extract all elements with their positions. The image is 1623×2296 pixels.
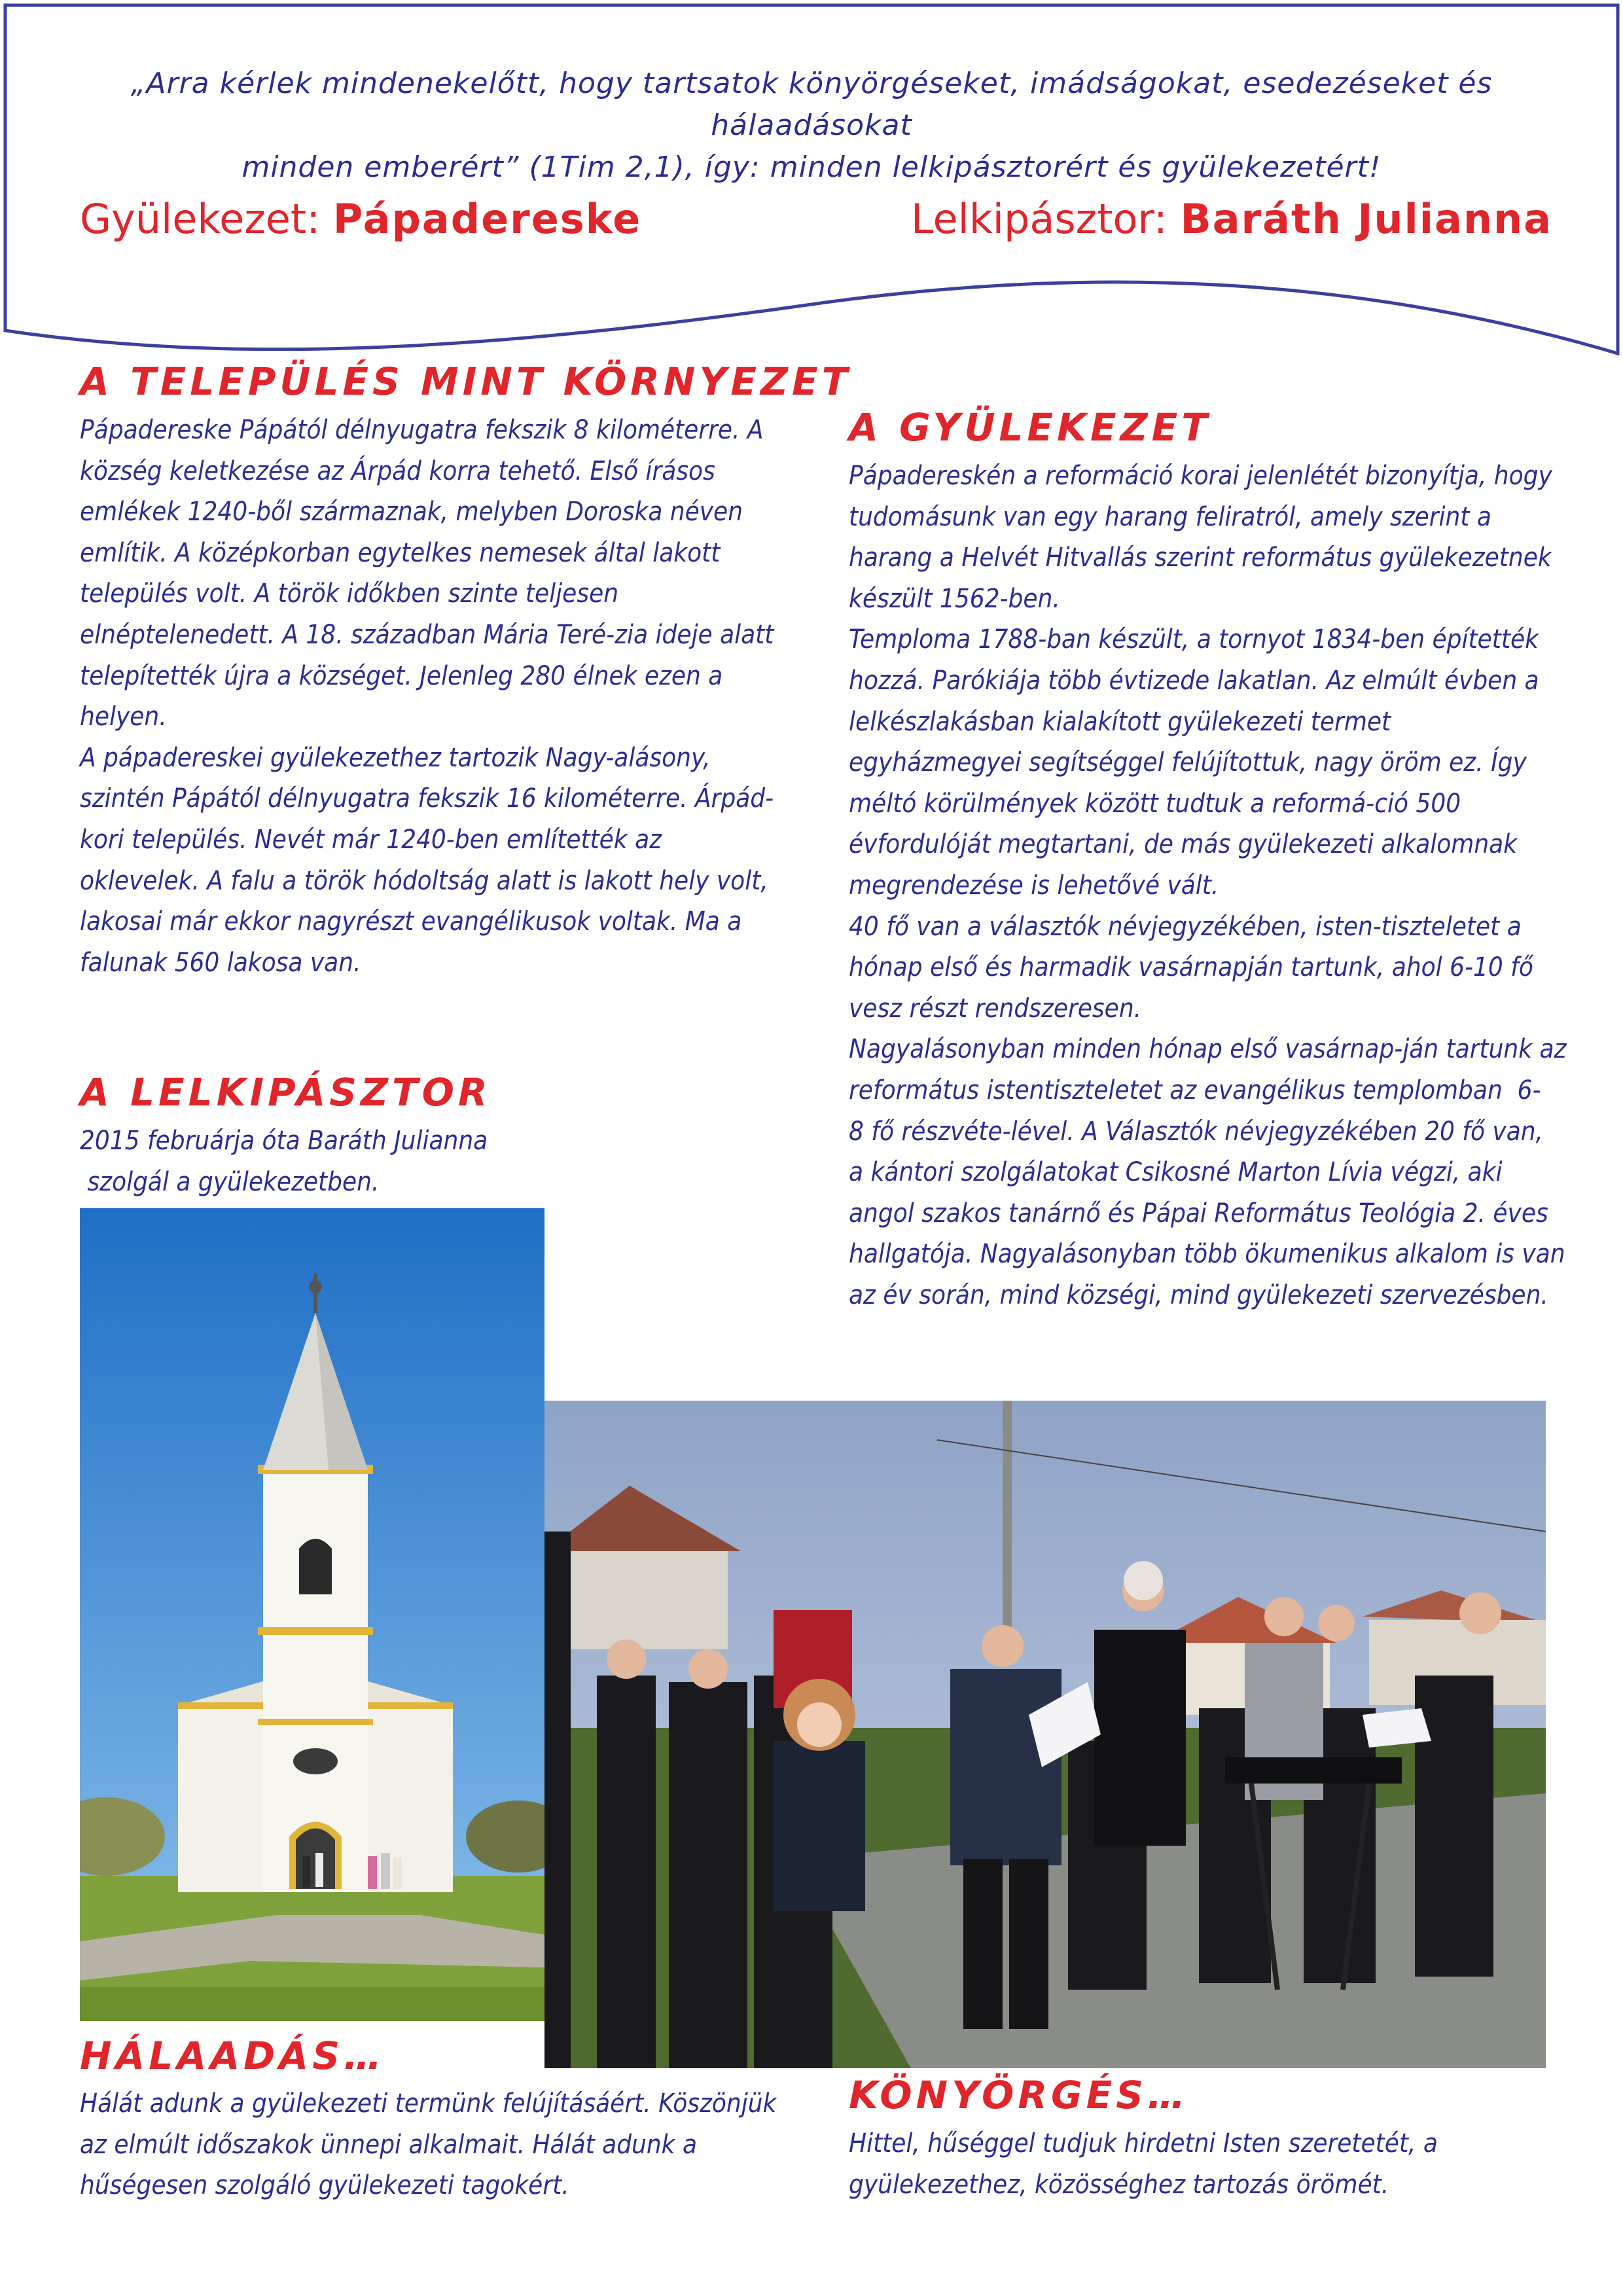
text-line: az elmúlt időszakok ünnepi alkalmait. Hálát adunk a	[80, 2129, 697, 2160]
text-line: falunak 560 lakosa van.	[80, 947, 361, 978]
text-line: évfordulóját megtartani, de más gyülekezeti alkalomnak	[849, 829, 1518, 860]
text-line: 40 fő van a választók névjegyzékében, isten-tiszteletet a	[849, 911, 1522, 942]
text-line: Hálát adunk a gyülekezeti termünk felújításáért. Köszönjük	[80, 2089, 777, 2119]
text-line: gyülekezethez, közösséghez tartozás örömét.	[849, 2169, 1389, 2200]
quote-line-2: minden emberért” (1Tim 2,1), így: minden lelkipásztorért és gyülekezetért!	[241, 151, 1382, 184]
text-line: Hittel, hűséggel tudjuk hirdetni Isten szeretetét, a	[849, 2128, 1438, 2159]
text-line: szintén Pápától délnyugatra fekszik 16 kilométerre. Árpád-	[80, 783, 774, 814]
text-line: telepítették újra a községet. Jelenleg 280 élnek ezen a	[80, 660, 723, 691]
text-line: helyen.	[80, 702, 167, 732]
text-line: angol szakos tanárnő és Pápai Református Teológia 2. éves	[849, 1198, 1548, 1229]
congregation-text	[849, 456, 1575, 1316]
pastor-text	[80, 1121, 603, 1202]
group-photo	[544, 1401, 1546, 2068]
thanks-text	[80, 2083, 832, 2206]
pastor-label: Lelkipásztor:	[911, 195, 1168, 243]
text-line: A pápadereskei gyülekezethez tartozik Nagy-alásony,	[80, 742, 711, 773]
congregation-heading: A GYÜLEKEZET	[849, 405, 1211, 450]
text-line: 8 fő részvéte-lével. A Választók névjegyzékében 20 fő van,	[849, 1116, 1543, 1147]
text-line: a kántori szolgálatokat Csikosné Marton Lívia végzi, aki	[849, 1157, 1503, 1188]
pastor-name: Baráth Julianna	[1180, 195, 1552, 243]
text-line: méltó körülmények között tudtuk a reformá-ció 500	[849, 788, 1461, 819]
text-line: oklevelek. A falu a török hódoltság alatt is lakott hely volt,	[80, 865, 768, 896]
text-line: 2015 februárja óta Baráth Julianna	[80, 1126, 488, 1156]
text-line: harang a Helvét Hitvallás szerint református gyülekezetnek	[849, 543, 1552, 573]
text-line: református istentiszteletet az evangélikus templomban 6-	[849, 1075, 1541, 1105]
text-line: hallgatója. Nagyalásonyban több ökumenikus alkalom is van	[849, 1239, 1565, 1270]
congregation-label-row	[80, 195, 641, 243]
text-line: elnéptelenedett. A 18. században Mária Teré-zia ideje alatt	[80, 619, 774, 650]
text-line: Nagyalásonyban minden hónap első vasárnap-ján tartunk az	[849, 1034, 1567, 1065]
congregation-name: Pápadereske	[332, 195, 642, 243]
text-line: tudomásunk van egy harang feliratról, amely szerint a	[849, 501, 1491, 532]
text-line: Temploma 1788-ban készült, a tornyot 1834-ben építették	[849, 624, 1539, 655]
text-line: lakosai már ekkor nagyrészt evangélikusok voltak. Ma a	[80, 906, 742, 937]
pastor-heading: A LELKIPÁSZTOR	[80, 1070, 491, 1115]
text-line: emlékek 1240-ből származnak, melyben Doroska néven	[80, 497, 743, 528]
text-line: község keletkezése az Árpád korra tehető. Első írásos	[80, 456, 715, 486]
prayer-text	[849, 2123, 1575, 2205]
text-line: hűségesen szolgáló gyülekezeti tagokért.	[80, 2170, 569, 2201]
thanks-heading: HÁLAADÁS…	[80, 2034, 385, 2078]
bible-quote	[79, 63, 1544, 188]
text-line: említik. A középkorban egytelkes nemesek által lakott	[80, 537, 721, 568]
church-photo	[80, 1208, 544, 2021]
text-line: készült 1562-ben.	[849, 583, 1060, 614]
pastor-label-row	[911, 195, 1552, 243]
congregation-label: Gyülekezet:	[80, 195, 321, 243]
text-line: az év során, mind községi, mind gyülekezeti szervezésben.	[849, 1280, 1548, 1310]
text-line: hónap első és harmadik vasárnapján tartunk, ahol 6-10 fő	[849, 952, 1533, 983]
quote-line-1: „Arra kérlek mindenekelőtt, hogy tartsatok könyörgéseket, imádságokat, esedezéseket és hálaadásokat	[130, 67, 1493, 142]
settlement-text	[80, 410, 832, 983]
text-line: lelkészlakásban kialakított gyülekezeti termet	[849, 706, 1391, 737]
text-line: település volt. A török időkben szinte teljesen	[80, 579, 619, 609]
settlement-heading: A TELEPÜLÉS MINT KÖRNYEZET	[80, 359, 852, 404]
text-line: Pápadereskén a reformáció korai jelenlétét bizonyítja, hogy	[849, 461, 1552, 491]
text-line: hozzá. Parókiája több évtizede lakatlan. Az elmúlt évben a	[849, 665, 1539, 696]
text-line: kori település. Nevét már 1240-ben említették az	[80, 824, 662, 855]
text-line: vesz részt rendszeresen.	[849, 993, 1142, 1024]
prayer-heading: KÖNYÖRGÉS…	[849, 2073, 1189, 2117]
text-line: egyházmegyei segítséggel felújítottuk, nagy öröm ez. Így	[849, 747, 1527, 778]
text-line: Pápadereske Pápától délnyugatra fekszik 8 kilométerre. A	[80, 415, 764, 445]
text-line: szolgál a gyülekezetben.	[80, 1166, 380, 1197]
text-line: megrendezése is lehetővé vált.	[849, 870, 1219, 901]
